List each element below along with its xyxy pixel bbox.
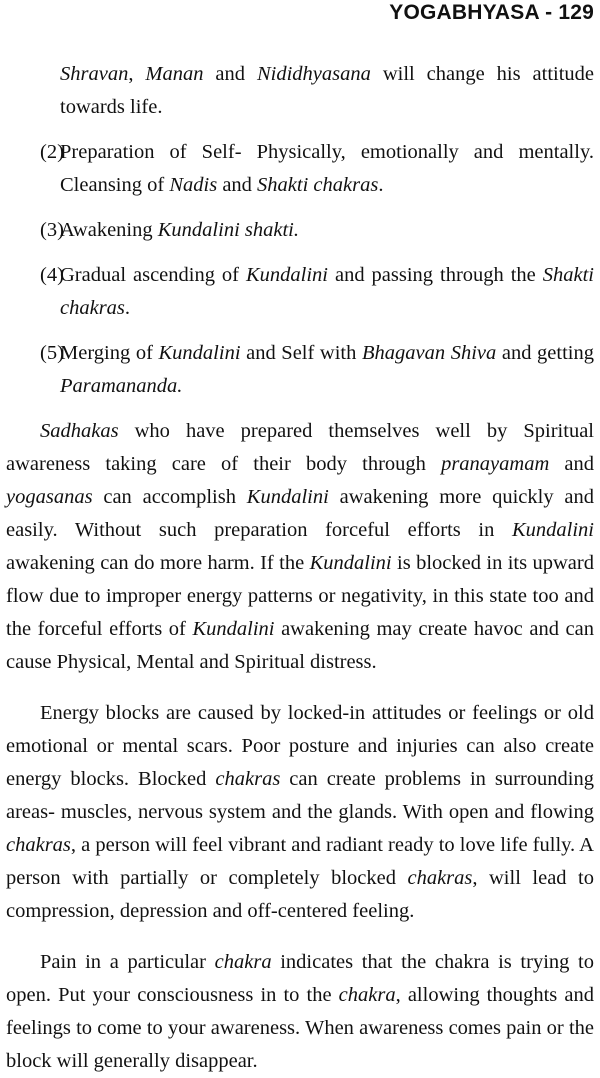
list-item: [6, 136, 594, 202]
italic-term: Nididhyasana: [256, 63, 371, 85]
list-item-number: (3): [40, 219, 64, 241]
italic-term: Paramananda.: [60, 375, 183, 397]
list-item-number: (5): [40, 342, 64, 364]
list-item-number: (2): [40, 141, 64, 163]
italic-term: Shakti chakras: [60, 264, 594, 319]
list-item: [6, 259, 594, 325]
continuation-text: Shravan, Manan and Nididhyasana will change his attitude towards life.: [60, 63, 595, 118]
italic-term: chakras: [6, 834, 71, 856]
page-body: [6, 58, 594, 1078]
italic-term: Kundalini: [158, 342, 241, 364]
italic-term: chakras: [407, 867, 473, 889]
italic-term: chakra: [338, 984, 396, 1006]
italic-term: Kundalini: [309, 552, 392, 574]
list-item-text: Preparation of Self- Physically, emotionally and mentally. Cleansing of Nadis and Shakti chakras.: [60, 141, 594, 196]
italic-term: Manan: [145, 63, 204, 85]
italic-term: Kundalini: [245, 264, 328, 286]
list-item-number: (4): [40, 264, 64, 286]
italic-term: pranayamam: [441, 453, 550, 475]
italic-term: Nadis: [169, 174, 218, 196]
italic-term: Sadhakas: [40, 420, 119, 442]
italic-term: Kundalini: [192, 618, 275, 640]
list-item-text: Merging of Kundalini and Self with Bhagavan Shiva and getting Paramananda.: [60, 342, 594, 397]
list-item: [6, 337, 594, 403]
italic-term: Kundalini: [246, 486, 329, 508]
italic-term: Bhagavan Shiva: [361, 342, 497, 364]
italic-term: chakras: [215, 768, 281, 790]
list-item: [6, 214, 594, 247]
italic-term: yogasanas: [6, 486, 93, 508]
list-item-text: Gradual ascending of Kundalini and passing through the Shakti chakras.: [60, 264, 594, 319]
italic-term: Kundalini shakti.: [157, 219, 299, 241]
italic-term: Shakti chakras: [257, 174, 379, 196]
italic-term: Kundalini: [511, 519, 594, 541]
paragraph-pain-chakra: Pain in a particular chakra indicates that the chakra is trying to open. Put your consciousness in to the chakra, allowing thoughts and feelings to come to your awareness. When awareness comes pain or the block will generally disappear.: [6, 951, 594, 1072]
paragraph-sadhakas: Sadhakas who have prepared themselves well by Spiritual awareness taking care of their body through pranayamam and yogasanas can accomplish Kundalini awakening more quickly and easily. Without such preparation forceful efforts in Kundalini awakening can do more harm. If the Kundalini is blocked in its upward flow due to improper energy patterns or negativity, in this state too and the forceful efforts of Kundalini awakening may create havoc and can cause Physical, Mental and Spiritual distress.: [6, 420, 594, 673]
italic-term: Shravan: [60, 63, 129, 85]
italic-term: chakra: [214, 951, 272, 973]
running-head: YOGABHYASA - 129: [389, 1, 594, 24]
paragraph-energy-blocks: Energy blocks are caused by locked-in attitudes or feelings or old emotional or mental scars. Poor posture and injuries can also create energy blocks. Blocked chakras can create problems in surrounding areas- muscles, nervous system and the glands. With open and flowing chakras, a person will feel vibrant and radiant ready to love life fully. A person with partially or completely blocked chakras, will lead to compression, depression and off-centered feeling.: [6, 702, 594, 922]
list-item-text: Awakening Kundalini shakti.: [60, 219, 299, 241]
